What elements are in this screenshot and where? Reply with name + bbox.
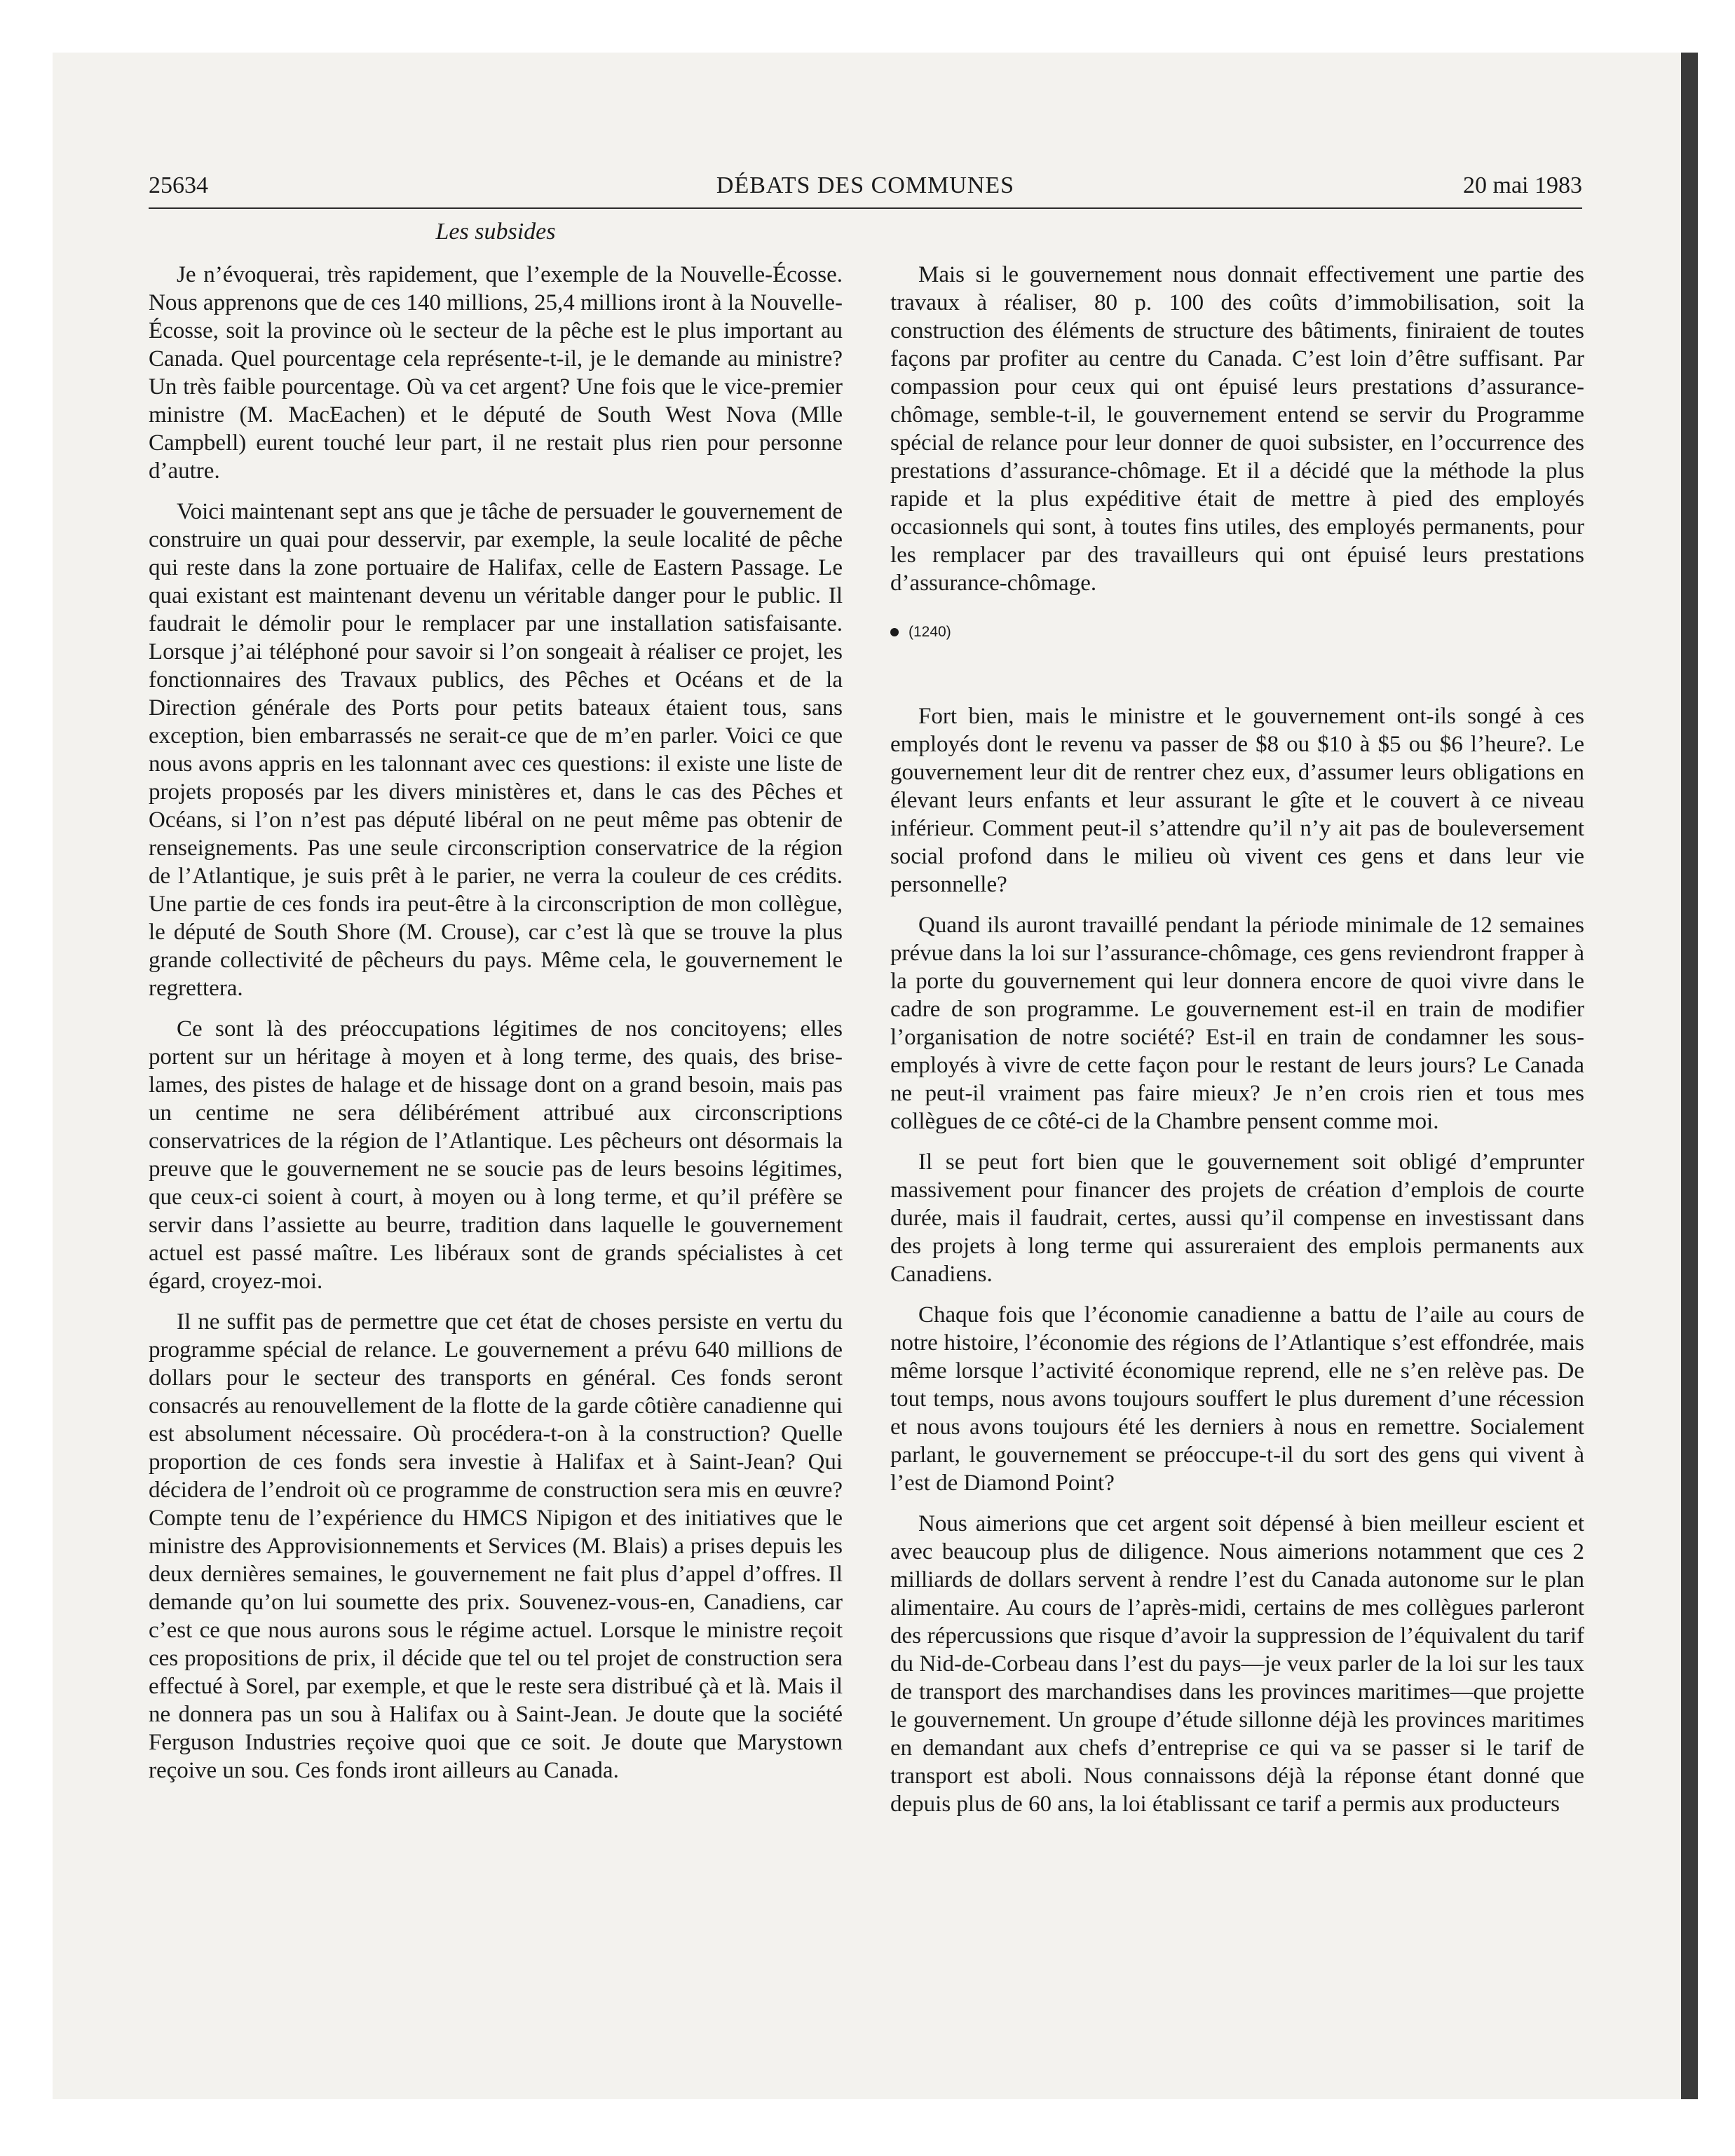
time-marker-label: (1240) [909, 624, 951, 640]
scan-edge [1681, 53, 1698, 2099]
bullet-icon [890, 628, 899, 636]
paragraph: Fort bien, mais le ministre et le gouvernement ont-ils songé à ces employés dont le revenu va passer de $8 ou $10 à $5 ou $6 l’heure?. Le gouvernement leur dit de rentrer chez eux, d’assumer leurs obligations en élevant leurs enfants et leur assurant le gîte et le couvert à ce niveau inférieur. Comment peut-il s’attendre qu’il n’y ait pas de bouleversement social profond dans le milieu où vivent ces gens et dans leur vie personnelle? [890, 704, 1584, 897]
left-column [149, 261, 843, 1797]
right-column [890, 261, 1584, 1831]
publication-title: DÉBATS DES COMMUNES [716, 172, 1015, 198]
paragraph: Quand ils auront travaillé pendant la période minimale de 12 semaines prévue dans la loi sur l’assurance-chômage, ces gens reviendront frapper à la porte du gouvernement qui leur donnera encore de quoi vivre dans le cadre de son programme. Le gouvernement est-il en train de modifier l’organisation de notre société? Est-il en train de condamner les sous-employés à vivre de cette façon pour le restant de leurs jours? Le Canada ne peut-il vraiment pas faire mieux? Je n’en crois rien et tous mes collègues de ce côté-ci de la Chambre pensent comme moi. [890, 913, 1584, 1134]
paragraph: Voici maintenant sept ans que je tâche de persuader le gouvernement de construire un quai pour desservir, par exemple, la seule localité de pêche qui reste dans la zone portuaire de Halifax, celle de Eastern Passage. Le quai existant est maintenant devenu un véritable danger pour le public. Il faudrait le démolir pour le remplacer par une installation satisfaisante. Lorsque j’ai téléphoné pour savoir si l’on songeait à réaliser ce projet, les fonctionnaires des Travaux publics, des Pêches et Océans et de la Direction générale des Ports pour petits bateaux étaient tous, sans exception, bien embarrassés ne serait-ce que de m’en parler. Voici ce que nous avons appris en les talonnant avec ces questions: il existe une liste de projets proposés par les divers ministères et, dans le cas des Pêches et Océans, si l’on n’est pas député libéral on ne peut même pas obtenir de renseignements. Pas une seule circonscription conservatrice de la région de l’Atlantique, je suis prêt à le parier, ne verra la couleur de ces crédits. Une partie de ces fonds ira peut-être à la circonscription de mon collègue, le député de South Shore (M. Crouse), car c’est là que se trouve la plus grande collectivité de pêcheurs du pays. Même cela, le gouvernement le regrettera. [149, 499, 843, 1001]
paragraph: Chaque fois que l’économie canadienne a battu de l’aile au cours de notre histoire, l’économie des régions de l’Atlantique s’est effondrée, mais même lorsque l’activité économique reprend, elle ne s’en relève pas. De tout temps, nous avons toujours souffert le plus durement d’une récession et nous avons toujours été les derniers à nous en remettre. Socialement parlant, le gouvernement se préoccupe-t-il du sort des gens qui vivent à l’est de Diamond Point? [890, 1302, 1584, 1496]
paragraph: Ce sont là des préoccupations légitimes de nos concitoyens; elles portent sur un héritage à moyen et à long terme, des quais, des brise-lames, des pistes de halage et de hissage dont on a grand besoin, mais pas un centime ne sera délibérément attribué aux circonscriptions conservatrices de la région de l’Atlantique. Les pêcheurs ont désormais la preuve que le gouvernement ne se soucie pas de leurs besoins légitimes, que ceux-ci soient à court, à moyen ou à long terme, et qu’il préfère se servir dans l’assiette au beurre, tradition dans laquelle le gouvernement actuel est passé maître. Les libéraux sont de grands spécialistes à cet égard, croyez-moi. [149, 1016, 843, 1294]
paragraph: Mais si le gouvernement nous donnait effectivement une partie des travaux à réaliser, 80 p. 100 des coûts d’immobilisation, soit la construction des éléments de structure des bâtiments, finiraient de toutes façons par profiter au centre du Canada. C’est loin d’être suffisant. Par compassion pour ceux qui ont épuisé leurs prestations d’assurance-chômage, semble-t-il, le gouvernement entend se servir du Programme spécial de relance pour leur donner de quoi subsister, en l’occurrence des prestations d’assurance-chômage. Et il a décidé que la méthode la plus rapide et la plus expéditive était de mettre à pied des employés occasionnels qui sont, à toutes fins utiles, des employés permanents, pour les remplacer par des travailleurs qui ont épuisé leurs prestations d’assurance-chômage. [890, 262, 1584, 596]
page-header [149, 172, 1582, 209]
paragraph: Nous aimerions que cet argent soit dépensé à bien meilleur escient et avec beaucoup plus de diligence. Nous aimerions notamment que ces 2 milliards de dollars servent à rendre l’est du Canada autonome sur le plan alimentaire. Au cours de l’après-midi, certains de mes collègues parleront des répercussions que risque d’avoir la suppression de l’équivalent du tarif du Nid-de-Corbeau dans l’est du pays—je veux parler de la loi sur les taux de transport des marchandises dans les provinces maritimes—que projette le gouvernement. Un groupe d’étude sillonne déjà les provinces maritimes en demandant aux chefs d’entreprise ce qui va se passer si le tarif de transport est aboli. Nous connaissons déjà la réponse étant donné que depuis plus de 60 ans, la loi établissant ce tarif a permis aux producteurs [890, 1511, 1584, 1817]
paragraph: Il se peut fort bien que le gouvernement soit obligé d’emprunter massivement pour financer des projets de création d’emplois de courte durée, mais il faudrait, certes, aussi qu’il compense en investissant dans des projets à long terme qui assureraient des emplois permanents aux Canadiens. [890, 1149, 1584, 1287]
section-title: Les subsides [435, 219, 556, 245]
paragraph: Je n’évoquerai, très rapidement, que l’exemple de la Nouvelle-Écosse. Nous apprenons que de ces 140 millions, 25,4 millions iront à la Nouvelle-Écosse, soit la province où le secteur de la pêche est le plus important au Canada. Quel pourcentage cela représente-t-il, je le demande au ministre? Un très faible pourcentage. Où va cet argent? Une fois que le vice-premier ministre (M. MacEachen) et le député de South West Nova (Mlle Campbell) eurent touché leur part, il ne restait plus rien pour personne d’autre. [149, 262, 843, 484]
time-marker [890, 618, 1584, 646]
paragraph: Il ne suffit pas de permettre que cet état de choses persiste en vertu du programme spécial de relance. Le gouvernement a prévu 640 millions de dollars pour le secteur des transports en général. Ces fonds seront consacrés au renouvellement de la flotte de la garde côtière canadienne qui est absolument nécessaire. Où procédera-t-on à la construction? Quelle proportion de ces fonds sera investie à Halifax et à Saint-Jean? Qui décidera de l’endroit où ce programme de construction sera mis en œuvre? Compte tenu de l’expérience du HMCS Nipigon et des initiatives que le ministre des Approvisionnements et Services (M. Blais) a prises depuis les deux dernières semaines, le gouvernement ne fait plus d’appel d’offres. Il demande qu’on lui soumette des prix. Souvenez-vous-en, Canadiens, car c’est ce que nous aurons sous le régime actuel. Lorsque le ministre reçoit ces propositions de prix, il décide que tel ou tel projet de construction sera effectué à Sorel, par exemple, et que le reste sera distribué çà et là. Mais il ne donnera pas un sou à Halifax ou à Saint-Jean. Je doute que la société Ferguson Industries reçoive quoi que ce soit. Je doute que Marystown reçoive un sou. Ces fonds iront ailleurs au Canada. [149, 1309, 843, 1783]
issue-date: 20 mai 1983 [1463, 172, 1582, 198]
page-number: 25634 [149, 172, 208, 198]
